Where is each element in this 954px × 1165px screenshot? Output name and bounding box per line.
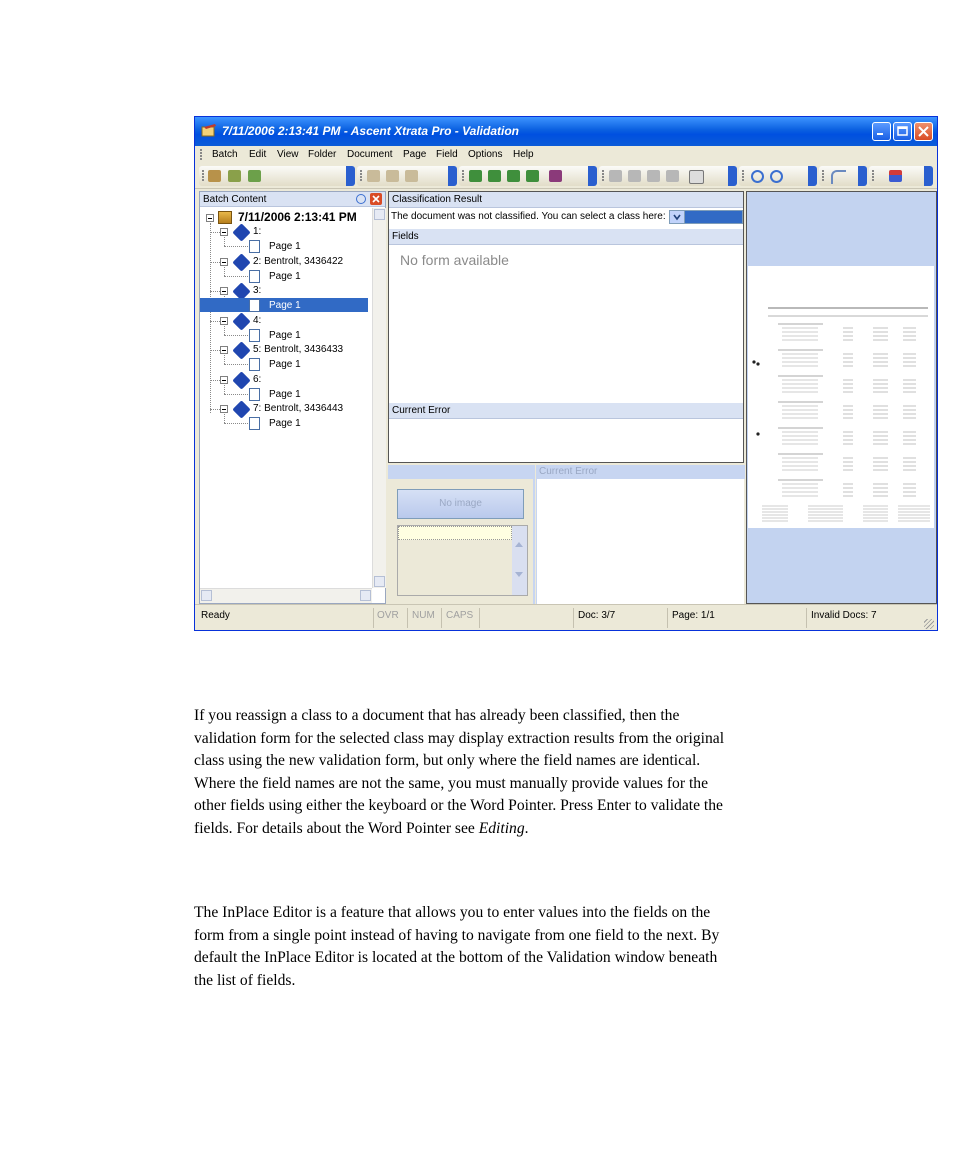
classification-message: The document was not classified. You can select a class here: (391, 211, 666, 222)
maximize-button[interactable] (893, 122, 912, 141)
status-ready: Ready (201, 610, 230, 621)
inplace-input[interactable] (398, 526, 512, 540)
tree-horizontal-scrollbar[interactable] (200, 588, 372, 603)
inplace-editor-panel (388, 465, 535, 604)
tree-document-1[interactable]: 1: (253, 226, 262, 237)
scroll-up-arrow-icon[interactable] (515, 542, 523, 547)
batch-content-panel (199, 191, 386, 604)
tree-connector (224, 385, 225, 394)
classification-fields-panel (388, 191, 744, 463)
toolbar-grip[interactable] (872, 170, 874, 182)
scroll-down-arrow-icon[interactable] (374, 576, 385, 587)
tree-page-3[interactable]: Page 1 (269, 300, 301, 311)
tree-vertical-scrollbar[interactable] (372, 208, 386, 588)
status-doc: Doc: 3/7 (578, 610, 616, 621)
validation-window (194, 116, 938, 631)
validate-document-icon[interactable] (549, 170, 562, 182)
tree-connector (224, 414, 225, 423)
first-document-icon[interactable] (469, 170, 482, 182)
paragraph-1-line: class using the new validation form, but only where the field names are identical. (194, 752, 701, 769)
tree-page-2[interactable]: Page 1 (269, 270, 301, 282)
chevron-down-icon[interactable] (670, 211, 685, 223)
document-icon (232, 371, 250, 389)
page-icon (249, 270, 260, 283)
page-icon (249, 240, 260, 253)
undo-icon[interactable] (831, 170, 846, 184)
resize-grip-icon[interactable] (924, 619, 934, 629)
status-separator (667, 608, 668, 628)
paragraph-2-line: the list of fields. (194, 971, 296, 989)
refresh-icon[interactable] (356, 194, 366, 204)
paragraph-1-text-fragment: fields. For details about the Word Pointer see (194, 819, 479, 837)
first-page-icon[interactable] (609, 170, 622, 182)
document-page-thumbnail[interactable] (748, 266, 934, 528)
status-separator (573, 608, 574, 628)
toolbar-grip[interactable] (602, 170, 604, 182)
tree-connector (224, 326, 225, 335)
current-error-title: Current Error (392, 405, 451, 416)
status-num: NUM (412, 610, 435, 621)
menu-document[interactable]: Document (347, 149, 393, 160)
app-icon (201, 124, 217, 138)
toolbar-grip[interactable] (742, 170, 744, 182)
tree-batch-root[interactable]: 7/11/2006 2:13:41 PM (238, 210, 357, 224)
editing-reference-link[interactable]: Editing (478, 819, 525, 837)
tree-connector (224, 394, 248, 395)
rotate-page-icon[interactable] (689, 170, 704, 184)
no-image-button[interactable]: No image (397, 489, 524, 519)
folder-first-icon[interactable] (367, 170, 380, 182)
fields-title: Fields (392, 231, 419, 242)
menu-view[interactable]: View (277, 149, 299, 160)
tree-expander[interactable] (220, 317, 228, 325)
toolbar-folder-group (357, 166, 457, 186)
tree-connector (224, 246, 248, 247)
tree-page-1[interactable]: Page 1 (269, 241, 301, 252)
toolbar-document-group (459, 166, 597, 186)
paragraph-1-line: validation form for the selected class may display extraction results from the original (194, 729, 725, 747)
close-button[interactable] (914, 122, 933, 141)
tree-connector (210, 232, 220, 233)
tree-expander[interactable] (220, 287, 228, 295)
toolbar-overflow-chevron[interactable] (808, 166, 817, 186)
tree-connector (224, 335, 248, 336)
current-error-header (389, 403, 743, 419)
current-error-header-2: Current Error (537, 465, 745, 479)
tree-connector (224, 267, 225, 276)
close-icon (918, 126, 929, 137)
document-icon (232, 400, 250, 418)
toolbar-undo-group (819, 166, 867, 186)
status-separator (407, 608, 408, 628)
toolbar-grip[interactable] (822, 170, 824, 182)
tree-connector (210, 291, 220, 292)
tree-page-6[interactable]: Page 1 (269, 388, 301, 400)
folder-prev-icon[interactable] (386, 170, 399, 182)
tree-connector (224, 423, 248, 424)
document-scan-image (748, 266, 934, 528)
document-icon (232, 341, 250, 359)
document-icon (232, 223, 250, 241)
paragraph-1-line: If you reassign a class to a document that has already been classified, then the (194, 707, 680, 724)
paragraph-2-line: The InPlace Editor is a feature that allows you to enter values into the fields on the (194, 904, 711, 921)
scroll-left-arrow-icon[interactable] (201, 590, 212, 601)
paragraph-2-line: form from a single point instead of having to navigate from one field to the next. By (194, 926, 720, 944)
tree-connector (224, 355, 225, 364)
paragraph-1-line (194, 818, 894, 841)
toolbar-grip[interactable] (202, 170, 204, 182)
classification-title: Classification Result (392, 194, 483, 205)
tree-document-3[interactable]: 3: (253, 285, 262, 296)
tree-document-7[interactable]: 7: Bentrolt, 3436443 (253, 403, 344, 414)
title-bar[interactable] (195, 117, 937, 146)
maximize-icon (897, 126, 908, 137)
scan-mark (752, 360, 755, 363)
status-separator (441, 608, 442, 628)
folder-next-icon[interactable] (405, 170, 418, 182)
suspend-batch-icon[interactable] (248, 170, 261, 182)
toolbar-flag-group (869, 166, 933, 186)
status-separator (806, 608, 807, 628)
tree-page-4[interactable]: Page 1 (269, 329, 301, 341)
page-icon (249, 388, 260, 401)
close-batch-icon[interactable] (228, 170, 241, 182)
zoom-out-icon[interactable] (770, 170, 783, 183)
batch-icon (218, 211, 232, 224)
next-page-icon[interactable] (647, 170, 660, 182)
page-icon (249, 329, 260, 342)
tree-expander[interactable] (220, 405, 228, 413)
fields-header (389, 229, 743, 245)
tree-expander[interactable] (220, 376, 228, 384)
flag-icon[interactable] (889, 170, 902, 182)
toolbar (195, 164, 937, 189)
inplace-scrollbar[interactable] (512, 526, 527, 595)
tree-document-6[interactable]: 6: (253, 373, 262, 385)
scan-mark (756, 362, 759, 365)
toolbar-overflow-chevron[interactable] (448, 166, 457, 186)
scroll-up-arrow-icon[interactable] (374, 209, 385, 220)
toolbar-overflow-chevron[interactable] (858, 166, 867, 186)
inplace-header-bar (388, 465, 535, 479)
paragraph-1-text (194, 705, 894, 840)
toolbar-overflow-chevron[interactable] (346, 166, 355, 186)
page-icon (249, 417, 260, 430)
toolbar-batch-group (199, 166, 355, 186)
tree-connector (210, 223, 211, 413)
tree-connector (224, 276, 248, 277)
status-page: Page: 1/1 (672, 610, 715, 621)
toolbar-zoom-group (739, 166, 817, 186)
menu-page[interactable]: Page (403, 149, 427, 160)
paragraph-2-text (194, 902, 894, 992)
zoom-in-icon[interactable] (751, 170, 764, 183)
menu-options[interactable]: Options (468, 149, 503, 160)
menu-help[interactable]: Help (513, 149, 534, 160)
paragraph-2-line: default the InPlace Editor is located at the bottom of the Validation window beneath (194, 949, 718, 966)
toolbar-overflow-chevron[interactable] (588, 166, 597, 186)
tree-expander[interactable] (220, 228, 228, 236)
inplace-edit-box[interactable] (397, 525, 528, 596)
tree-connector (210, 350, 220, 351)
toolbar-overflow-chevron[interactable] (728, 166, 737, 186)
tree-expander[interactable] (220, 258, 228, 266)
paragraph-1-line: other fields using either the keyboard or the Word Pointer. Press Enter to validate the (194, 797, 723, 814)
last-page-icon[interactable] (666, 170, 679, 182)
tree-connector (210, 380, 220, 381)
status-ovr: OVR (377, 610, 399, 621)
image-viewer[interactable] (746, 191, 937, 604)
open-batch-icon[interactable] (208, 170, 221, 182)
menu-grip[interactable] (200, 149, 202, 161)
tree-document-5[interactable]: 5: Bentrolt, 3436433 (253, 344, 344, 355)
tree-page-7[interactable]: Page 1 (269, 418, 301, 429)
status-caps: CAPS (446, 610, 474, 621)
scroll-right-arrow-icon[interactable] (360, 590, 371, 601)
classification-header (389, 192, 743, 208)
page-icon (249, 358, 260, 371)
tree-expander[interactable] (220, 346, 228, 354)
paragraph-1-line: Where the field names are not the same, you must manually provide values for the (194, 774, 708, 792)
menu-edit[interactable]: Edit (249, 149, 267, 160)
toolbar-grip[interactable] (462, 170, 464, 182)
panel-close-icon[interactable] (370, 193, 382, 205)
menu-bar (195, 146, 937, 165)
minimize-button[interactable] (872, 122, 891, 141)
next-document-icon[interactable] (507, 170, 520, 182)
minimize-icon (876, 126, 887, 137)
menu-folder[interactable]: Folder (308, 149, 337, 160)
current-error-panel (536, 465, 744, 604)
tree-page-5[interactable]: Page 1 (269, 359, 301, 370)
last-document-icon[interactable] (526, 170, 539, 182)
toolbar-overflow-chevron[interactable] (924, 166, 933, 186)
status-separator (373, 608, 374, 628)
toolbar-page-group (599, 166, 737, 186)
no-form-message: No form available (400, 252, 509, 268)
tree-document-4[interactable]: 4: (253, 314, 262, 326)
paragraph-class-reassign (194, 705, 894, 840)
tree-connector (210, 409, 220, 410)
toolbar-grip[interactable] (360, 170, 362, 182)
tree-connector (224, 364, 248, 365)
batch-content-title: Batch Content (203, 194, 267, 205)
window-title: 7/11/2006 2:13:41 PM - Ascent Xtrata Pro - Validation (222, 124, 519, 138)
menu-field[interactable]: Field (436, 149, 458, 160)
scroll-down-arrow-icon[interactable] (515, 572, 523, 577)
tree-connector (210, 321, 220, 322)
batch-tree (200, 208, 372, 588)
previous-page-icon[interactable] (628, 170, 641, 182)
paragraph-1-text-fragment: . (524, 819, 529, 837)
document-icon (232, 312, 250, 330)
class-select[interactable] (669, 210, 743, 224)
page-icon (249, 299, 260, 312)
document-icon (232, 253, 250, 271)
status-bar (195, 604, 937, 631)
tree-connector (210, 262, 220, 263)
menu-batch[interactable]: Batch (212, 149, 238, 160)
tree-connector (224, 237, 225, 246)
status-separator (479, 608, 480, 628)
scan-mark (756, 432, 759, 435)
previous-document-icon[interactable] (488, 170, 501, 182)
status-invalid-docs: Invalid Docs: 7 (811, 610, 877, 621)
tree-expander[interactable] (206, 214, 214, 222)
paragraph-inplace-editor (194, 902, 894, 992)
tree-document-2[interactable]: 2: Bentrolt, 3436422 (253, 255, 344, 267)
